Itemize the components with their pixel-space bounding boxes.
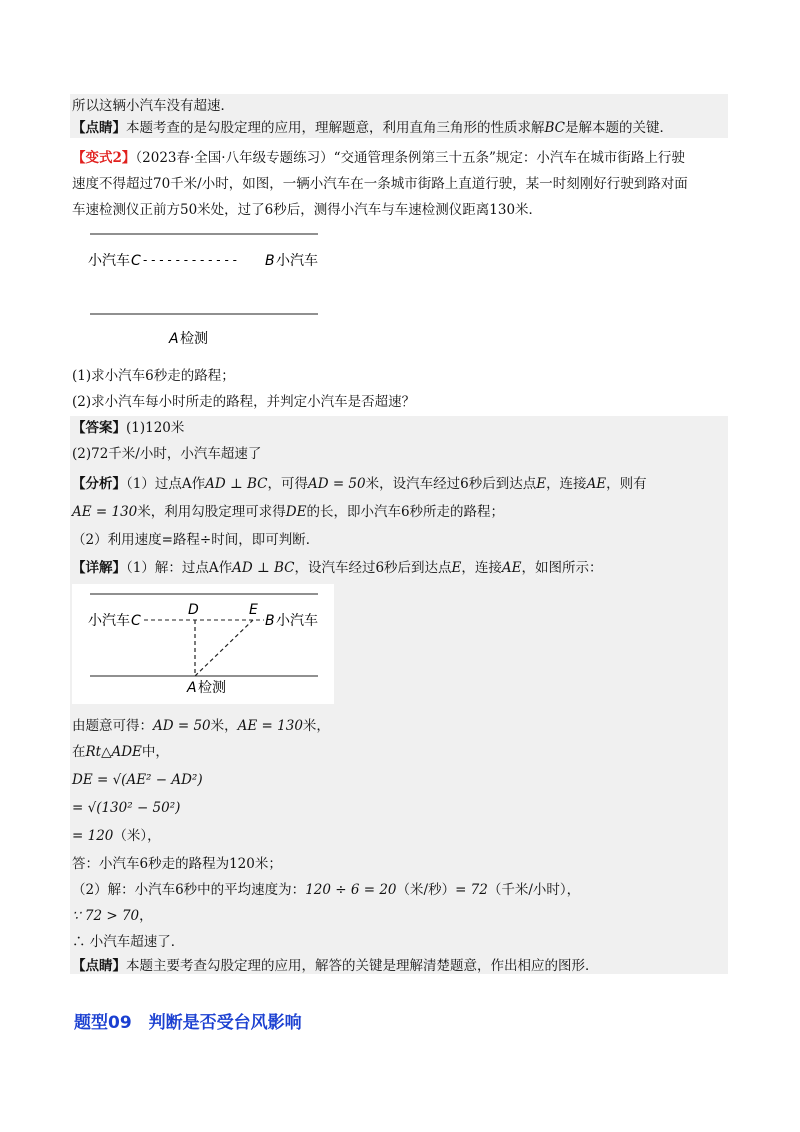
detail-step-5: = 120（米）， bbox=[72, 828, 161, 844]
detail-line-1: 【详解】（1）解：过点A作AD ⊥ BC，设汽车经过6秒后到达点E，连接AE，如图所示： bbox=[72, 560, 603, 576]
final-comment-tag: 【点睛】 bbox=[72, 958, 126, 974]
point-a: A bbox=[169, 331, 179, 347]
detail-step-8: ∵ 72 > 70， bbox=[72, 908, 153, 924]
variant-tag: 【变式2】 bbox=[72, 150, 136, 166]
question-1: (1)求小汽车6秒走的路程； bbox=[72, 368, 235, 384]
detail-step-9: ∴ 小汽车超速了． bbox=[72, 934, 185, 950]
prev-comment: 【点睛】本题考查的是勾股定理的应用，理解题意，利用直角三角形的性质求解BC是解本题的关键． bbox=[72, 120, 674, 136]
detail-step-7: （2）解：小汽车6秒中的平均速度为：120 ÷ 6 = 20（米/秒）= 72（千米/小时）， bbox=[72, 882, 581, 898]
point-b: B bbox=[265, 253, 275, 269]
detail-step-6: 答：小汽车6秒走的路程为120米； bbox=[72, 856, 282, 872]
detail-step-1: 由题意可得：AD = 50米，AE = 130米， bbox=[72, 718, 330, 734]
detector-label: 检测 bbox=[198, 680, 226, 696]
analysis-line-2: AE = 130米，利用勾股定理可求得DE的长，即小汽车6秒所走的路程； bbox=[72, 504, 505, 520]
answer-2: (2)72千米/小时，小汽车超速了 bbox=[72, 446, 262, 462]
figure-2 bbox=[72, 584, 334, 704]
car-b-label: 小汽车 bbox=[276, 253, 318, 269]
question-2: (2)求小汽车每小时所走的路程，并判定小汽车是否超速？ bbox=[72, 394, 416, 410]
point-a: A bbox=[187, 680, 197, 696]
prev-conclusion: 所以这辆小汽车没有超速． bbox=[72, 98, 234, 114]
variant-line-3: 车速检测仪正前方50米处，过了6秒后，测得小汽车与车速检测仪距离130米． bbox=[72, 202, 543, 218]
detail-tag: 【详解】 bbox=[72, 560, 126, 576]
point-d: D bbox=[188, 602, 199, 618]
detail-step-2: 在Rt△ADE中， bbox=[72, 744, 169, 760]
point-c: C bbox=[131, 253, 141, 269]
analysis-tag: 【分析】 bbox=[72, 476, 126, 492]
point-b: B bbox=[265, 613, 275, 629]
car-c-label: 小汽车 bbox=[88, 613, 130, 629]
detector-label: 检测 bbox=[180, 331, 208, 347]
answer-tag: 【答案】 bbox=[72, 420, 126, 436]
point-c: C bbox=[131, 613, 141, 629]
detail-step-3: DE = √(AE² − AD²) bbox=[72, 772, 203, 788]
final-comment: 【点睛】本题主要考查勾股定理的应用，解答的关键是理解清楚题意，作出相应的图形． bbox=[72, 958, 599, 974]
point-e: E bbox=[249, 602, 258, 618]
detail-step-4: = √(130² − 50²) bbox=[72, 800, 181, 816]
analysis-line-1: 【分析】（1）过点A作AD ⊥ BC，可得AD = 50米，设汽车经过6秒后到达点E，连接AE，则有 bbox=[72, 476, 647, 492]
analysis-line-3: （2）利用速度=路程÷时间，即可判断． bbox=[72, 532, 320, 548]
answer-1: 【答案】(1)120米 bbox=[72, 420, 185, 436]
variant-line-2: 速度不得超过70千米/小时，如图，一辆小汽车在一条城市街路上直道行驶，某一时刻刚好行驶到路对面 bbox=[72, 176, 688, 192]
figure-1 bbox=[80, 226, 340, 350]
car-b-label: 小汽车 bbox=[276, 613, 318, 629]
dashed-path: - - - - - - - - - - - - bbox=[143, 253, 237, 267]
variant-line-1: 【变式2】（2023春·全国·八年级专题练习）“交通管理条例第三十五条”规定：小汽车在城市街路上行驶 bbox=[72, 150, 685, 166]
section-heading: 题型09 判断是否受台风影响 bbox=[74, 1013, 302, 1033]
car-c-label: 小汽车 bbox=[88, 253, 130, 269]
comment-tag: 【点睛】 bbox=[72, 120, 126, 136]
